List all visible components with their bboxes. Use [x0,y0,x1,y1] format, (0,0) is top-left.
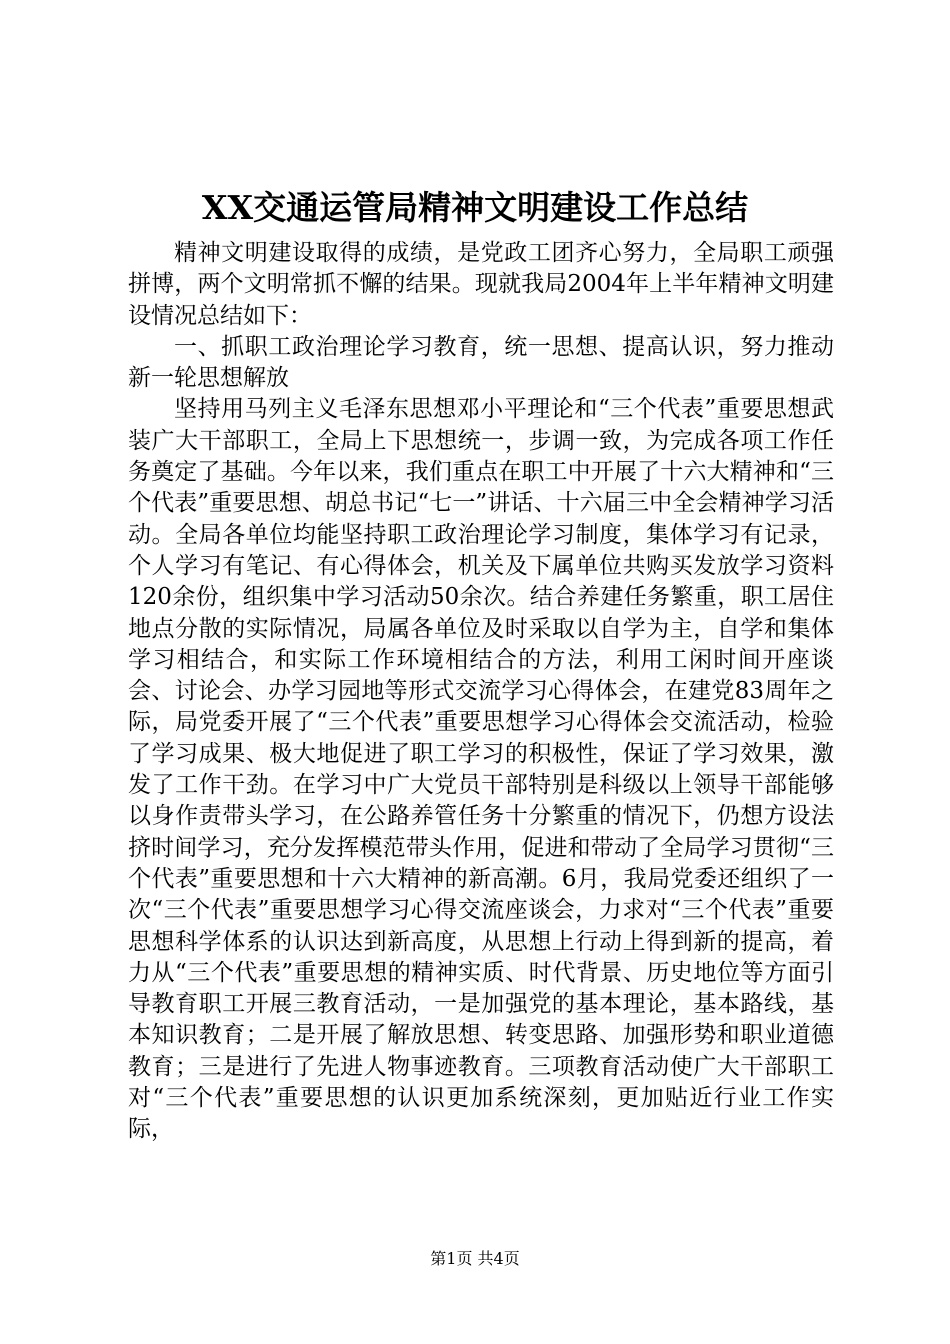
intro-paragraph: 精神文明建设取得的成绩，是党政工团齐心努力，全局职工顽强拼博，两个文明常抓不懈的结果。现就我局2004年上半年精神文明建设情况总结如下： [128,240,834,329]
section-heading-1: 一、抓职工政治理论学习教育，统一思想、提高认识，努力推动新一轮思想解放 [128,333,834,392]
page-footer: 第1页 共4页 [430,1249,520,1268]
body-paragraph: 坚持用马列主义毛泽东思想邓小平理论和“三个代表”重要思想武装广大干部职工，全局上下思想统一，步调一致，为完成各项工作任务奠定了基础。今年以来，我们重点在职工中开展了十六大精神和“三个代表”重要思想、胡总书记“七一”讲话、十六届三中全会精神学习活动。全局各单位均能坚持职工政治理论学习制度，集体学习有记录，个人学习有笔记、有心得体会，机关及下属单位共购买发放学习资料120余份，组织集中学习活动50余次。结合养建任务繁重，职工居住地点分散的实际情况，局属各单位及时采取以自学为主，自学和集体学习相结合，和实际工作环境相结合的方法，利用工闲时间开座谈会、讨论会、办学习园地等形式交流学习心得体会，在建党83周年之际，局党委开展了“三个代表”重要思想学习心得体会交流活动，检验了学习成果、极大地促进了职工学习的积极性，保证了学习效果，激发了工作干劲。在学习中广大党员干部特别是科级以上领导干部能够以身作责带头学习，在公路养管任务十分繁重的情况下，仍想方设法挤时间学习，充分发挥模范带头作用，促进和带动了全局学习贯彻“三个代表”重要思想和十六大精神的新高潮。6月，我局党委还组织了一次“三个代表”重要思想学习心得交流座谈会，力求对“三个代表”重要思想科学体系的认识达到新高度，从思想上行动上得到新的提高，着力从“三个代表”重要思想的精神实质、时代背景、历史地位等方面引导教育职工开展三教育活动，一是加强党的基本理论，基本路线，基本知识教育；二是开展了解放思想、转变思路、加强形势和职业道德教育；三是进行了先进人物事迹教育。三项教育活动使广大干部职工对“三个代表”重要思想的认识更加系统深刻，更加贴近行业工作实际， [128,396,834,1143]
document-title: XX交通运管局精神文明建设工作总结 [201,188,749,227]
document-body [128,238,834,1146]
